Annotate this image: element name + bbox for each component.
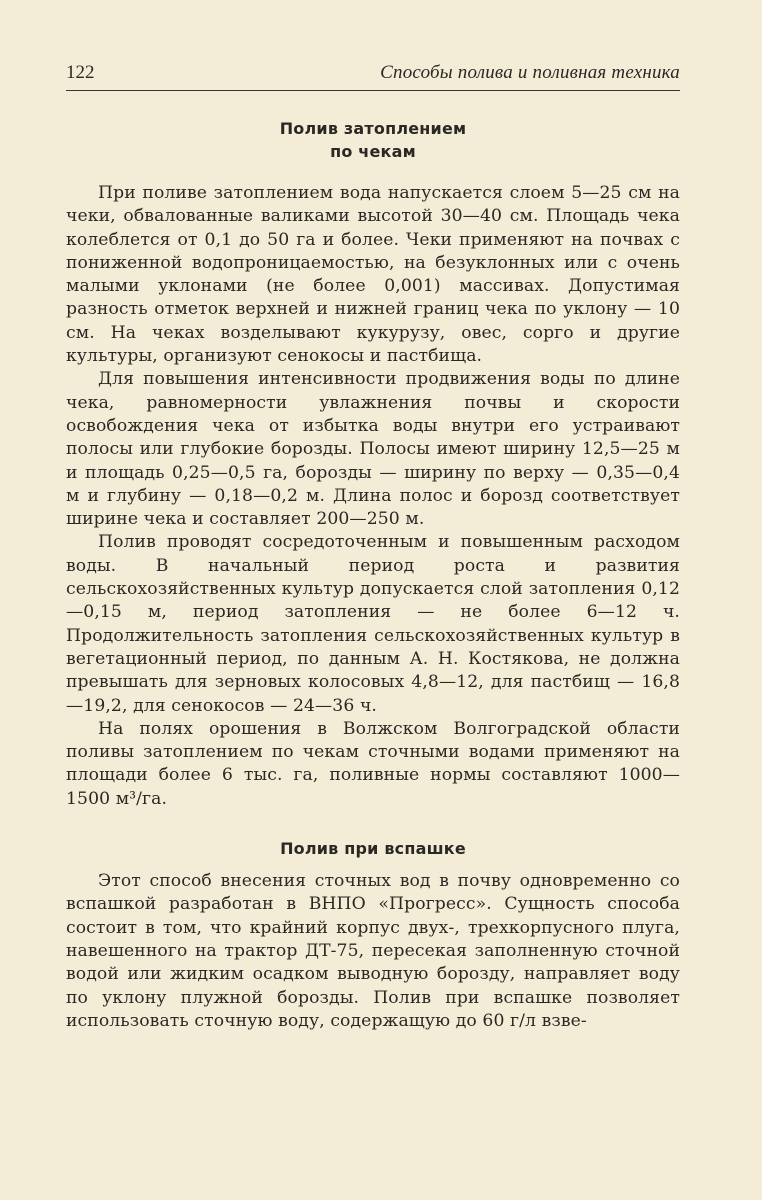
paragraph: Полив проводят сосредоточенным и повышенным расходом воды. В начальный период роста и развития сельскохозяйственных культур допускается слой затопления 0,12—0,15 м, период затопления — не более 6—12 ч. Продолжительность затопления сельскохозяйственных культур в вегетационный период, по данным А. Н. Костякова, не должна превышать для зерновых колосовых 4,8—12, для пастбищ — 16,8—19,2, для сенокосов — 24—36 ч.	[66, 532, 680, 716]
section-body-flood-irrigation	[66, 182, 680, 811]
paragraph: Для повышения интенсивности продвижения воды по длине чека, равномерности увлажнения почвы и скорости освобождения чека от избытка воды внутри его устраивают полосы или глубокие борозды. Полосы имеют ширину 12,5—25 м и площадь 0,25—0,5 га, борозды — ширину по верху — 0,35—0,4 м и глубину — 0,18—0,2 м. Длина полос и борозд соответствует ширине чека и составляет 200—250 м.	[66, 369, 680, 530]
section-title-line: Полив при вспашке	[280, 839, 466, 859]
section-title-line: по чекам	[330, 142, 416, 161]
page-number: 122	[66, 62, 95, 83]
page-header	[66, 62, 680, 91]
paragraph: При поливе затоплением вода напускается слоем 5—25 см на чеки, обвалованные валиками высотой 30—40 см. Площадь чека колеблется от 0,1 до 50 га и более. Чеки применяют на почвах с пониженной водопроницаемостью, на безуклонных или с очень малыми уклонами (не более 0,001) массивах. Допустимая разность отметок верхней и нижней границ чека по уклону — 10 см. На чеках возделывают кукурузу, овес, сорго и другие культуры, организуют сенокосы и пастбища.	[66, 183, 680, 367]
section-title-irrigation-plowing	[66, 837, 680, 860]
section-title-line: Полив затоплением	[279, 119, 467, 138]
section-body-irrigation-plowing	[66, 870, 680, 1033]
section-title-flood-irrigation	[66, 117, 680, 163]
book-page	[66, 62, 680, 1033]
paragraph: Этот способ внесения сточных вод в почву одновременно со вспашкой разработан в ВНПО «Прогресс». Сущность способа состоит в том, что крайний корпус двух-, трехкорпусного плуга, навешенного на трактор ДТ-75, пересекая заполненную сточной водой или жидким осадком выводную борозду, направляет воду по уклону плужной борозды. Полив при вспашке позволяет использовать сточную воду, содержащую до 60 г/л взве-	[66, 871, 680, 1031]
running-title: Способы полива и поливная техника	[380, 62, 680, 83]
paragraph: На полях орошения в Волжском Волгоградской области поливы затоплением по чекам сточными водами применяют на площади более 6 тыс. га, поливные нормы составляют 1000—1500 м³/га.	[66, 718, 680, 809]
